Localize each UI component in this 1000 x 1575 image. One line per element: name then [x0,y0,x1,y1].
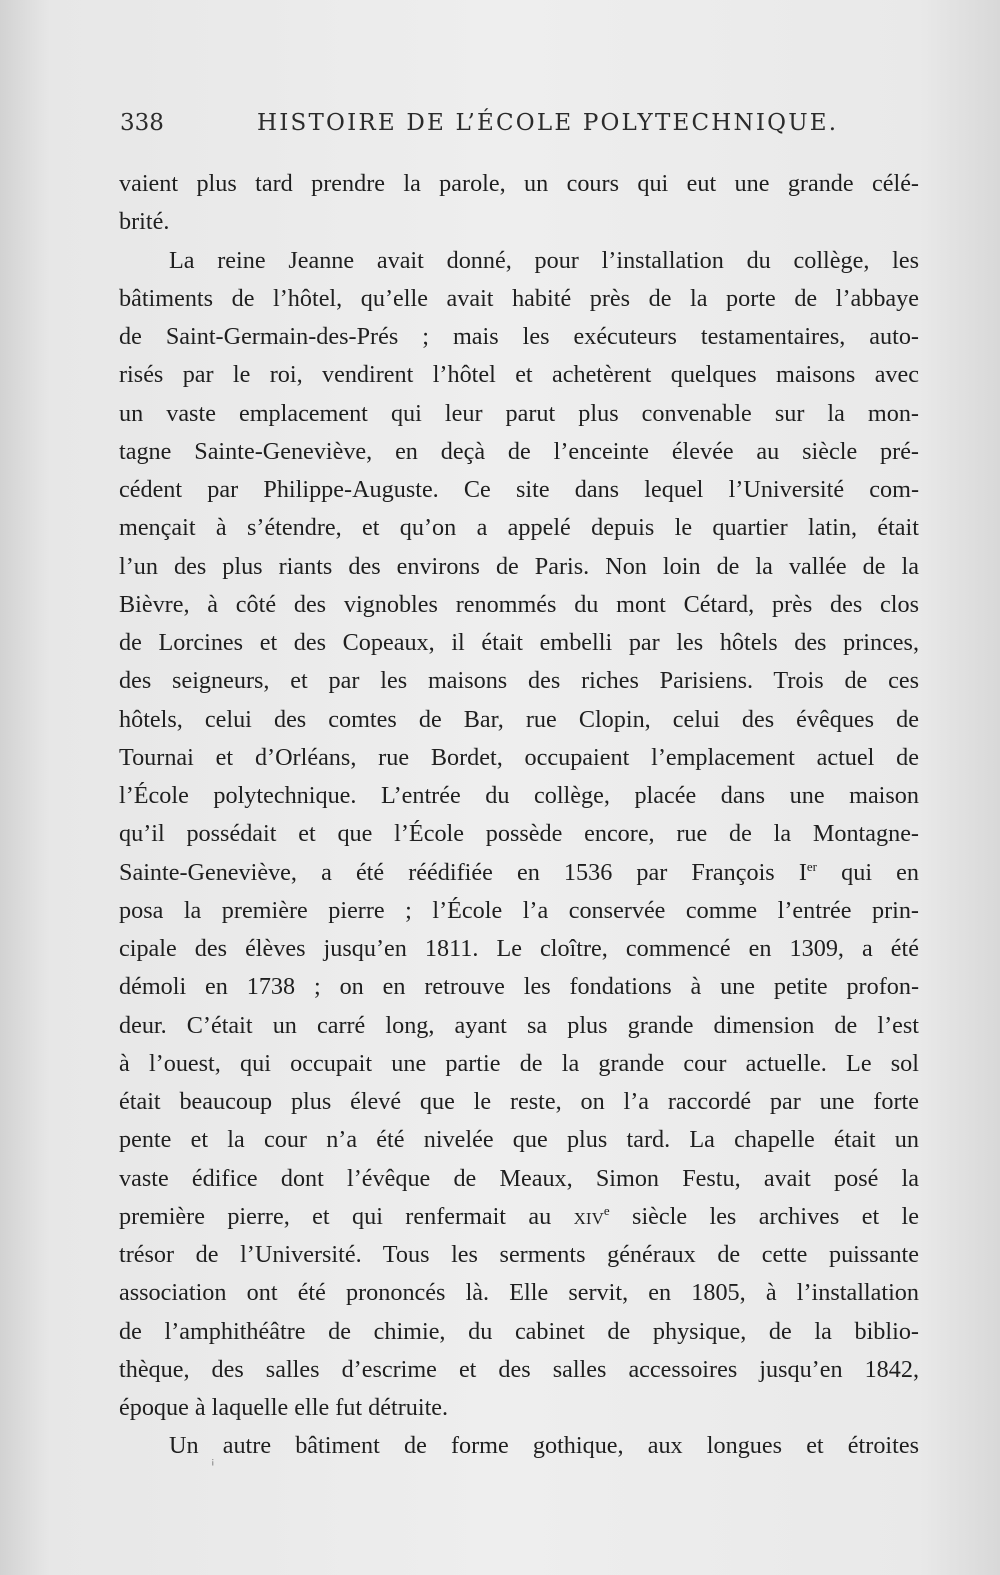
text-line: était beaucoup plus élevé que le reste, on l’a raccordé par une forte [119,1088,919,1115]
text-line: qu’il possédait et que l’École possède encore, rue de la Montagne- [119,820,919,848]
text-line: cédent par Philippe-Auguste. Ce site dans lequel l’Université com- [119,476,919,503]
text-line: association ont été prononcés là. Elle servit, en 1805, à l’installation [119,1279,919,1307]
superscript: er [806,858,818,874]
text-segment: siècle les archives et le [632,1202,920,1230]
century-numeral: xiv [573,1202,604,1230]
paragraph-continuation [119,165,919,242]
page-number: 338 [120,110,164,136]
text-line: cipale des élèves jusqu’en 1811. Le cloître, commencé en 1309, a été [119,935,919,962]
text-line: La reine Jeanne avait donné, pour l’installation du collège, les [169,246,919,274]
text-segment: Sainte-Geneviève, a été réédifiée en 1536 par François [119,858,775,886]
text-line: vaste édifice dont l’évêque de Meaux, Simon Festu, avait posé la [119,1164,919,1192]
text-line: Bièvre, à côté des vignobles renommés du mont Cétard, près des clos [119,590,919,618]
text-segment: première pierre, et qui renfermait au [119,1202,552,1230]
text-segment: qui en [841,858,919,886]
stray-mark: ¡ [211,1457,215,1467]
text-line: deur. C’était un carré long, ayant sa plus grande dimension de l’est [119,1011,919,1039]
text-line: de Lorcines et des Copeaux, il était embelli par les hôtels des princes, [119,629,919,656]
text-line: tagne Sainte-Geneviève, en deçà de l’enceinte élevée au siècle pré- [119,437,919,465]
text-line: brité. [119,208,170,236]
page-header [120,106,920,140]
text-line: vaient plus tard prendre la parole, un cours qui eut une grande célé- [119,170,919,197]
body-text [119,165,919,1466]
text-line: un vaste emplacement qui leur parut plus convenable sur la mon- [119,399,919,427]
text-line: thèque, des salles d’escrime et des salles accessoires jusqu’en 1842, [119,1355,919,1383]
paragraph-gothic-building [119,1427,919,1465]
text-line: l’un des plus riants des environs de Paris. Non loin de la vallée de la [119,552,919,580]
text-line: de l’amphithéâtre de chimie, du cabinet de physique, de la biblio- [119,1317,919,1345]
text-line-with-superscript [119,854,919,892]
text-line: posa la première pierre ; l’École l’a conservée comme l’entrée prin- [119,896,919,924]
running-title: HISTOIRE DE L’ÉCOLE POLYTECHNIQUE. [257,110,839,136]
text-line: trésor de l’Université. Tous les serments généraux de cette puissante [119,1241,919,1268]
text-line: hôtels, celui des comtes de Bar, rue Clopin, celui des évêques de [119,705,919,733]
text-line: bâtiments de l’hôtel, qu’elle avait habité près de la porte de l’abbaye [119,284,919,312]
text-line: démoli en 1738 ; on en retrouve les fondations à une petite profon- [119,973,919,1001]
text-line: Tournai et d’Orléans, rue Bordet, occupaient l’emplacement actuel de [119,743,919,771]
text-line: époque à laquelle elle fut détruite. [119,1394,449,1421]
text-line: des seigneurs, et par les maisons des riches Parisiens. Trois de ces [119,667,919,695]
text-line: de Saint-Germain-des-Prés ; mais les exécuteurs testamentaires, auto- [119,323,919,350]
text-line: Un autre bâtiment de forme gothique, aux longues et étroites [169,1432,919,1460]
text-line: risés par le roi, vendirent l’hôtel et achetèrent quelques maisons avec [119,361,919,389]
text-line: mençait à s’étendre, et qu’on a appelé depuis le quartier latin, était [119,514,919,542]
text-line: l’École polytechnique. L’entrée du collège, placée dans une maison [119,782,919,809]
superscript: e [603,1202,610,1218]
text-line-with-superscript [119,1198,919,1236]
text-line: à l’ouest, qui occupait une partie de la grande cour actuelle. Le sol [119,1049,919,1077]
paragraph-college-history [119,242,919,1428]
roman-numeral: I [798,858,807,886]
text-line: pente et la cour n’a été nivelée que plus tard. La chapelle était un [119,1126,919,1154]
